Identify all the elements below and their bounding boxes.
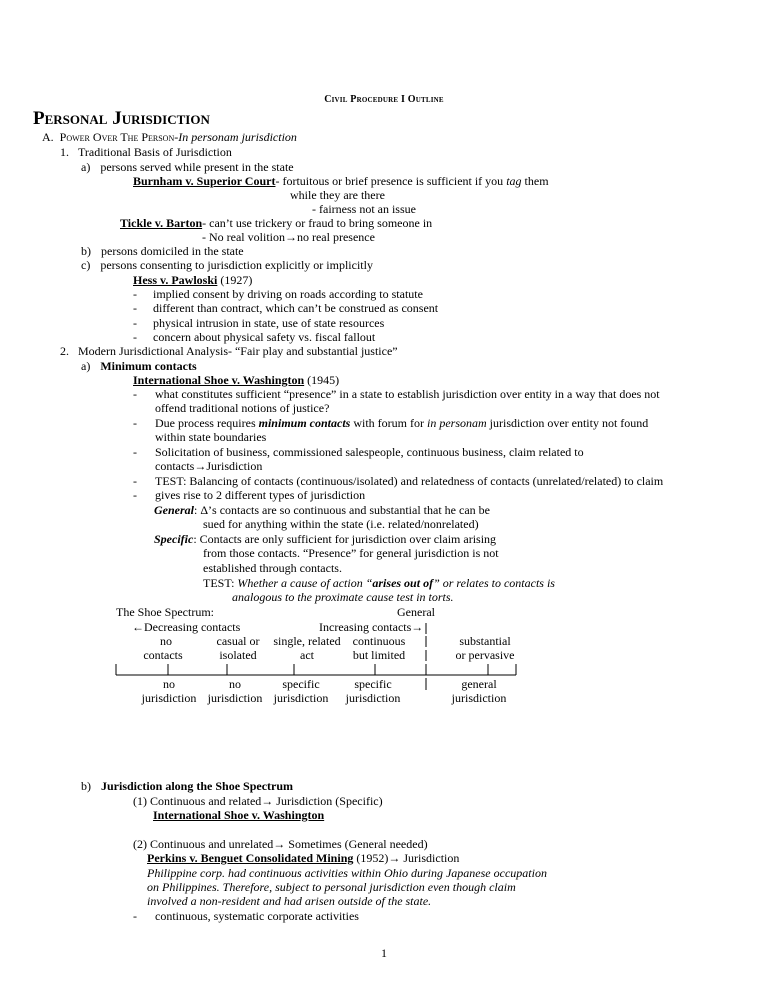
item-1b (81, 244, 244, 258)
spectrum-bottom-label-line: general (461, 677, 497, 691)
spectrum-bottom-label-line: jurisdiction (345, 691, 401, 705)
shoe-bullet-text: gives rise to 2 different types of jurisdiction (155, 488, 366, 502)
item-2b-marker: b) (81, 779, 91, 793)
item-2b (81, 779, 293, 793)
item-2a-text: Minimum contacts (100, 359, 197, 373)
shoe-bullet-text: what constitutes sufficient “presence” in a state to establish jurisdiction over entity in a way that does not (155, 387, 660, 401)
item-1c (81, 258, 373, 272)
item-1a (81, 160, 294, 174)
decreasing-contacts-label: ←Decreasing contacts (132, 620, 241, 634)
item-1-marker: 1. (60, 145, 69, 159)
shoe-bullet: - what constitutes sufficient “presence” in a state to establish jurisdiction over entity in a way that does not (133, 387, 660, 401)
item-2-marker: 2. (60, 344, 69, 358)
spectrum-bottom-label-line: jurisdiction (207, 691, 263, 705)
shoe-bullet: - Solicitation of business, commissioned salespeople, continuous business, claim related to (133, 445, 584, 459)
item-1c-marker: c) (81, 258, 91, 272)
perkins-line (147, 851, 459, 865)
spectrum-top-label-line: contacts (143, 648, 183, 662)
spectrum-top-label-line: isolated (219, 648, 257, 662)
hess-bullet: - implied consent by driving on roads according to statute (133, 287, 423, 301)
spectrum-top-label-line: no (160, 634, 172, 648)
hess-bullet-text: concern about physical safety vs. fiscal fallout (153, 330, 376, 344)
specific-test-cont (232, 590, 454, 604)
shoe-bullet-cont: offend traditional notions of justice? (155, 401, 330, 415)
item-1b-text: persons domiciled in the state (101, 244, 244, 258)
shoe-bullet-text: Solicitation of business, commissioned salespeople, continuous business, claim related to (155, 445, 584, 459)
hess-bullet-text: implied consent by driving on roads according to statute (153, 287, 423, 301)
spectrum-top-label-line: but limited (352, 648, 406, 662)
in-personam-emphasis: in personam (426, 416, 487, 430)
specific-def-cont: from those contacts. “Presence” for general jurisdiction is not (203, 546, 499, 560)
intlshoe-year: (1945) (304, 373, 340, 387)
specific-test (203, 576, 555, 590)
item-2a-marker: a) (81, 359, 91, 373)
spectrum-top-label-line: continuous (352, 634, 406, 648)
test-text: analogous to the proximate cause test in torts. (232, 590, 454, 604)
intlshoe-line (133, 373, 339, 387)
test-label: TEST: (203, 576, 238, 590)
page-title: Personal Jurisdiction (33, 108, 210, 129)
shoe-bullet: - gives rise to 2 different types of jurisdiction (133, 488, 366, 502)
hess-bullet: - concern about physical safety vs. fiscal fallout (133, 330, 376, 344)
general-def-cont: sued for anything within the state (i.e. related/nonrelated) (203, 517, 479, 531)
spectrum-title: The Shoe Spectrum: (116, 605, 214, 619)
spectrum-general-label: General (397, 605, 435, 619)
burnham-text: - fortuitous or brief presence is sufficient if you (275, 174, 507, 188)
sub-1-case (153, 808, 324, 822)
shoe-bullet-text: jurisdiction over entity not found (486, 416, 649, 430)
burnham-line (133, 174, 549, 188)
tickle-line2: - No real volition→no real presence (202, 230, 375, 244)
item-1c-text: persons consenting to jurisdiction explicitly or implicitly (100, 258, 373, 272)
shoe-bullet-text: TEST: Balancing of contacts (continuous/isolated) and relatedness of contacts (unrelated/related) to claim (155, 474, 664, 488)
spectrum-bottom-label (340, 677, 406, 705)
perkins-summary (147, 894, 431, 908)
item-1a-marker: a) (81, 160, 91, 174)
item-2a (81, 359, 197, 373)
spectrum-top-label-line: or pervasive (455, 648, 515, 662)
shoe-bullet-text: with forum for (350, 416, 427, 430)
burnham-line3: - fairness not an issue (312, 202, 416, 216)
document-header: Civil Procedure I Outline (324, 94, 444, 105)
sub-1-case-name: International Shoe v. Washington (153, 808, 325, 822)
tickle-line (120, 216, 432, 230)
general-label: General (154, 503, 194, 517)
spectrum-bottom-label-line: jurisdiction (451, 691, 507, 705)
spectrum-top-label-line: single, related (273, 634, 341, 648)
spectrum-bottom-label-line: specific (354, 677, 392, 691)
hess-case: Hess v. Pawloski (133, 273, 218, 287)
spectrum-top-label-line: casual or (216, 634, 260, 648)
section-a-marker: A. (42, 130, 54, 144)
item-2-text: Modern Jurisdictional Analysis- “Fair play and substantial justice” (78, 344, 398, 358)
minimum-contacts-emphasis: minimum contacts (258, 416, 351, 430)
spectrum-bottom-label (268, 677, 334, 705)
section-a (42, 130, 297, 144)
hess-bullet-text: different than contract, which can’t be construed as consent (153, 301, 439, 315)
burnham-text2: them (521, 174, 549, 188)
intlshoe-case: International Shoe v. Washington (133, 373, 305, 387)
perkins-summary (147, 866, 547, 880)
perkins-summary (147, 880, 516, 894)
general-text: : Δ’s contacts are so continuous and substantial that he can be (194, 503, 490, 517)
test-text: ” or relates to contacts is (433, 576, 555, 590)
sub-1: (1) Continuous and related→ Jurisdiction (Specific) (133, 794, 383, 808)
item-1a-text: persons served while present in the state (100, 160, 294, 174)
spectrum-bottom-label-line: no (163, 677, 175, 691)
perkins-bullet-text: continuous, systematic corporate activities (155, 909, 359, 923)
item-2b-text: Jurisdiction along the Shoe Spectrum (101, 779, 294, 793)
spectrum-bottom-label-line: no (229, 677, 241, 691)
specific-def-cont: established through contacts. (203, 561, 342, 575)
increasing-contacts-label: Increasing contacts→ (319, 620, 424, 634)
perkins-bullet: - continuous, systematic corporate activities (133, 909, 359, 923)
spectrum-bottom-label-line: jurisdiction (141, 691, 197, 705)
hess-bullet: - different than contract, which can’t be construed as consent (133, 301, 439, 315)
shoe-bullet-text: Due process requires (155, 416, 259, 430)
spectrum-bottom-label (136, 677, 202, 705)
spectrum-top-label-line: substantial (459, 634, 511, 648)
hess-bullet-text: physical intrusion in state, use of state resources (153, 316, 385, 330)
specific-text: : Contacts are only sufficient for jurisdiction over claim arising (193, 532, 497, 546)
shoe-bullet-cont: within state boundaries (155, 430, 267, 444)
arises-out-of-emphasis: arises out of (372, 576, 434, 590)
general-def (154, 503, 490, 517)
section-a-label: Power Over The Person- (59, 130, 179, 144)
spectrum-bottom-label (446, 677, 512, 705)
perkins-summary-line: involved a non-resident and had arisen outside of the state. (147, 894, 432, 908)
burnham-tag: tag (506, 174, 522, 188)
perkins-case: Perkins v. Benguet Consolidated Mining (147, 851, 354, 865)
perkins-year: (1952)→ Jurisdiction (353, 851, 460, 865)
spectrum-top-label-line: act (300, 648, 314, 662)
tickle-text: - can’t use trickery or fraud to bring someone in (202, 216, 433, 230)
perkins-summary-line: on Philippines. Therefore, subject to personal jurisdiction even though claim (147, 880, 516, 894)
hess-line (133, 273, 252, 287)
item-1 (60, 145, 232, 159)
item-1b-marker: b) (81, 244, 91, 258)
shoe-bullet: - TEST: Balancing of contacts (continuous/isolated) and relatedness of contacts (unrelated/related) to claim (133, 474, 664, 488)
spectrum-bottom-label-line: jurisdiction (273, 691, 329, 705)
burnham-line2: while they are there (290, 188, 385, 202)
specific-def (154, 532, 496, 546)
section-a-italic: In personam jurisdiction (178, 130, 297, 144)
specific-label: Specific (154, 532, 194, 546)
page-number: 1 (381, 946, 387, 960)
perkins-summary-line: Philippine corp. had continuous activities within Ohio during Japanese occupation (147, 866, 547, 880)
shoe-bullet: - Due process requires minimum contacts with forum for in personam jurisdiction over entity not found (133, 416, 649, 430)
test-text: Whether a cause of action “ (237, 576, 373, 590)
burnham-case: Burnham v. Superior Court (133, 174, 276, 188)
item-2 (60, 344, 398, 358)
sub-2: (2) Continuous and unrelated→ Sometimes (General needed) (133, 837, 428, 851)
item-1-text: Traditional Basis of Jurisdiction (78, 145, 232, 159)
hess-year: (1927) (217, 273, 253, 287)
spectrum-bottom-label-line: specific (282, 677, 320, 691)
tickle-case: Tickle v. Barton (120, 216, 203, 230)
shoe-bullet-cont: contacts→Jurisdiction (155, 459, 263, 473)
spectrum-bottom-label (202, 677, 268, 705)
hess-bullet: - physical intrusion in state, use of state resources (133, 316, 385, 330)
